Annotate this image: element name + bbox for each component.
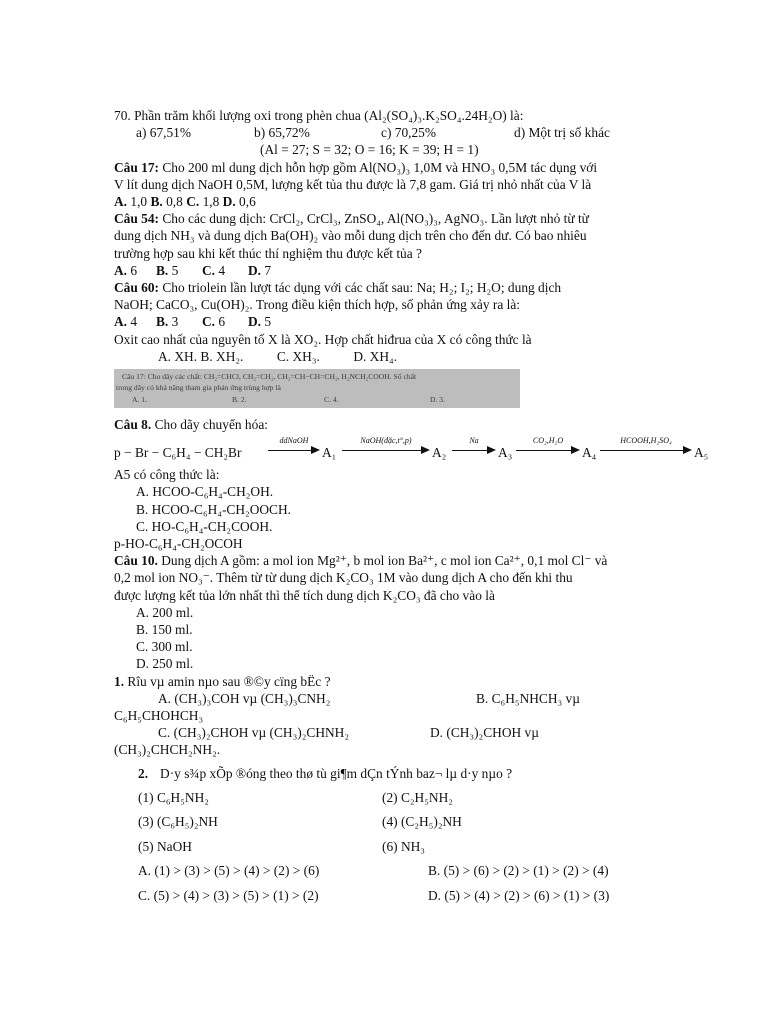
q2-item-6: (6) NH₃: [382, 838, 425, 854]
q70-stem: 70. Phần trăm khối lượng oxi trong phèn chua (Al₂(SO₄)₃.K₂SO₄.24H₂O) là:: [114, 108, 524, 123]
chain-product-2: A₂: [432, 445, 447, 461]
q54-options: [114, 262, 659, 279]
q60-opt-d-label: D.: [248, 314, 262, 330]
q1-option-c: C. (CH₃)₂CHOH vµ (CH₃)₂CHNH₂: [158, 725, 349, 741]
q10-option-d: D. 250 ml.: [136, 656, 194, 672]
q1-label: 1.: [114, 673, 125, 689]
q70-options: [114, 124, 659, 141]
q2-stem: [114, 765, 659, 782]
chain-arrow-3: [452, 436, 496, 458]
q10-line2: 0,2 mol ion NO₃⁻. Thêm từ từ dung dịch K₂CO₃ 1M vào dung dịch A cho đến khi thu: [114, 570, 573, 586]
q2-option-c: C. (5) > (4) > (3) > (5) > (1) > (2): [138, 887, 319, 903]
q54-text1: Cho các dung dịch: CrCl₂, CrCl₃, ZnSO₄, Al(NO₃)₃, AgNO₃. Lần lượt nhỏ từ từ: [159, 211, 589, 227]
chain-reagent-2: NaOH(đặc,t°,p): [360, 436, 412, 446]
q2-item-5: (5) NaOH: [138, 838, 192, 854]
scanned-question-strip: [114, 369, 520, 408]
q70-option-a: a) 67,51%: [136, 125, 192, 141]
q17-line1: [114, 159, 659, 176]
q8-option-a: A. HCOO-C₆H₄-CH₂OH.: [136, 484, 274, 500]
q17-label: Câu 17:: [114, 159, 160, 175]
q60-opt-c: 6: [215, 314, 226, 330]
q60-opt-d: 5: [261, 314, 272, 330]
q8-option-b: B. HCOO-C₆H₄-CH₂OOCH.: [136, 501, 291, 517]
q54-opt-d: 7: [261, 262, 272, 278]
q1-option-a: A. (CH₃)₃COH vµ (CH₃)₃CNH₂: [158, 690, 331, 706]
q2-option-b: B. (5) > (6) > (2) > (1) > (2) > (4): [428, 863, 609, 879]
q8-option-c: C. HO-C₆H₄-CH₂COOH.: [136, 518, 273, 534]
exam-page: [114, 107, 709, 908]
q54-line1: [114, 210, 659, 227]
arrow-right-icon: [683, 446, 692, 454]
q8-label: Câu 8.: [114, 417, 152, 432]
chain-arrow-4: [516, 436, 580, 458]
q2-item-3: (3) (C₆H₅)₂NH: [138, 814, 218, 830]
q1-row2: [114, 724, 659, 741]
q54-opt-b: 5: [168, 262, 179, 278]
q17-options: [114, 193, 659, 210]
q10-option-b: B. 150 ml.: [136, 622, 193, 638]
q10-option-a: A. 200 ml.: [136, 604, 194, 620]
chain-reagent-1: ddNaOH: [279, 436, 309, 446]
q2-row-2: [114, 810, 659, 835]
q1-option-b: B. C₆H₅NHCH₃ vµ: [476, 690, 580, 706]
q54-opt-a-label: A.: [114, 262, 128, 278]
strip-opt-b: B. 2.: [232, 395, 247, 404]
chain-start: p − Br − C₆H₄ − CH₂Br: [114, 445, 242, 461]
q8-extra-option: p-HO-C₆H₄-CH₂OCOH: [114, 536, 243, 552]
q54-line3: trường hợp sau khi kết thúc thí nghiệm thu được kết tủa ?: [114, 245, 422, 261]
q1-option-b-cont: C₆H₅CHOHCH₃: [114, 708, 204, 724]
q60-opt-b: 3: [168, 314, 179, 330]
q1-row1: [114, 690, 659, 707]
oxit-options: A. XH. B. XH₂. C. XH₃. D. XH₄.: [158, 348, 398, 364]
q2-grid: [114, 786, 659, 909]
q60-text1: Cho triolein lần lượt tác dụng với các chất sau: Na; H₂; I₂; H₂O; dung dịch: [159, 280, 562, 295]
q60-options: [114, 313, 659, 330]
q1-option-d-cont: (CH₃)₂CHCH₂NH₂.: [114, 742, 221, 758]
q60-line2: NaOH; CaCO₃, Cu(OH)₂. Trong điều kiện thích hợp, số phản ứng xảy ra là:: [114, 297, 521, 313]
reaction-chain: [114, 436, 709, 466]
q17-opt-c-label: C.: [186, 194, 200, 209]
q60-label: Câu 60:: [114, 280, 160, 295]
q2-item-4: (4) (C₂H₅)₂NH: [382, 814, 462, 830]
q2-row-5: [114, 884, 659, 909]
q8-question: A5 có công thức là:: [114, 467, 220, 483]
chain-reagent-4: CO₂,H₂O: [532, 436, 564, 446]
q60-opt-b-label: B.: [156, 314, 169, 330]
q2-label: 2.: [138, 765, 149, 781]
oxit-stem: Oxit cao nhất của nguyên tố X là XO₂. Hợp chất hiđrua của X có công thức là: [114, 331, 532, 347]
q60-opt-c-label: C.: [202, 314, 216, 330]
q60-line1: [114, 279, 659, 296]
q1-text: Rîu vµ amin nµo sau ®©y cïng bËc ?: [124, 673, 331, 689]
q10-line1: [114, 552, 659, 569]
q2-option-a: A. (1) > (3) > (5) > (4) > (2) > (6): [138, 863, 320, 879]
strip-opt-a: A. 1.: [132, 395, 147, 404]
chain-arrow-5: [600, 436, 692, 458]
chain-reagent-3: Na: [469, 436, 479, 446]
q2-item-2: (2) C₂H₅NH₂: [382, 789, 453, 805]
arrow-right-icon: [421, 446, 430, 454]
q17-opt-b-label: B.: [150, 194, 163, 209]
q54-opt-a: 6: [127, 262, 138, 278]
q8-stem: [114, 416, 659, 433]
q1-stem: [114, 673, 659, 690]
q54-opt-b-label: B.: [156, 262, 169, 278]
chain-product-3: A₃: [498, 445, 513, 461]
chain-product-4: A₄: [582, 445, 597, 461]
chain-arrow-1: [268, 436, 320, 458]
q60-opt-a-label: A.: [114, 314, 128, 330]
chain-product-5: A₅: [694, 445, 709, 461]
q2-row-1: [114, 786, 659, 811]
arrow-right-icon: [571, 446, 580, 454]
q8-text: Cho dãy chuyển hóa:: [151, 417, 268, 432]
q2-row-3: [114, 835, 659, 860]
q17-opt-b: 0,8: [162, 194, 187, 209]
q54-label: Câu 54:: [114, 211, 160, 227]
q54-line2: dung dịch NH₃ và dung dịch Ba(OH)₂ vào mỗi dung dịch trên cho đến dư. Có bao nhiêu: [114, 228, 587, 244]
q17-opt-a-label: A.: [114, 194, 128, 209]
q10-option-c: C. 300 ml.: [136, 639, 193, 655]
q1-option-d: D. (CH₃)₂CHOH vµ: [430, 725, 539, 741]
q2-text: D·y s¾p xÕp ®óng theo thø tù gi¶m dÇn tÝnh baz¬ lµ d·y nµo ?: [160, 765, 513, 781]
q70-option-b: b) 65,72%: [254, 125, 310, 141]
q2-item-1: (1) C₆H₅NH₂: [138, 789, 209, 805]
q17-text1: Cho 200 ml dung dịch hỗn hợp gồm Al(NO₃)₃ 1,0M và HNO₃ 0,5M tác dụng với: [159, 159, 598, 175]
q54-opt-c-label: C.: [202, 262, 216, 278]
q70-option-d: d) Một trị số khác: [514, 125, 610, 141]
q2-option-d: D. (5) > (4) > (2) > (6) > (1) > (3): [428, 887, 610, 903]
q10-text1: Dung dịch A gồm: a mol ion Mg²⁺, b mol ion Ba²⁺, c mol ion Ca²⁺, 0,1 mol Cl⁻ và: [157, 553, 608, 569]
strip-line2: trong dãy có khả năng tham gia phản ứng trùng hợp là: [116, 383, 281, 392]
q10-line3: được lượng kết tủa lớn nhất thì thể tích dung dịch K₂CO₃ đã cho vào là: [114, 587, 495, 603]
chain-product-1: A₁: [322, 445, 337, 461]
q54-opt-d-label: D.: [248, 262, 262, 278]
strip-opt-c: C. 4.: [324, 395, 339, 404]
q17-opt-d: 0,6: [235, 194, 256, 209]
strip-opt-d: D. 3.: [430, 395, 445, 404]
q2-row-4: [114, 859, 659, 884]
chain-arrow-2: [342, 436, 430, 458]
arrow-right-icon: [311, 446, 320, 454]
q17-line2: V lít dung dịch NaOH 0,5M, lượng kết tủa thu được là 7,8 gam. Giá trị nhỏ nhất của V là: [114, 176, 592, 192]
q70-atomic-masses: (Al = 27; S = 32; O = 16; K = 39; H = 1): [260, 142, 479, 158]
q60-opt-a: 4: [127, 314, 138, 330]
strip-line1: Câu 17: Cho dãy các chất: CH₂=CHCl, CH₂=CH₂, CH₂=CH−CH=CH₂, H₂NCH₂COOH. Số chất: [122, 372, 417, 381]
chain-reagent-5: HCOOH,H₂SO₄: [620, 436, 672, 446]
q17-opt-a: 1,0: [127, 194, 151, 209]
arrow-right-icon: [487, 446, 496, 454]
q17-opt-d-label: D.: [222, 194, 236, 209]
q17-opt-c: 1,8: [199, 194, 223, 209]
q70-option-c: c) 70,25%: [381, 125, 437, 141]
q10-label: Câu 10.: [114, 553, 158, 569]
q54-opt-c: 4: [215, 262, 226, 278]
